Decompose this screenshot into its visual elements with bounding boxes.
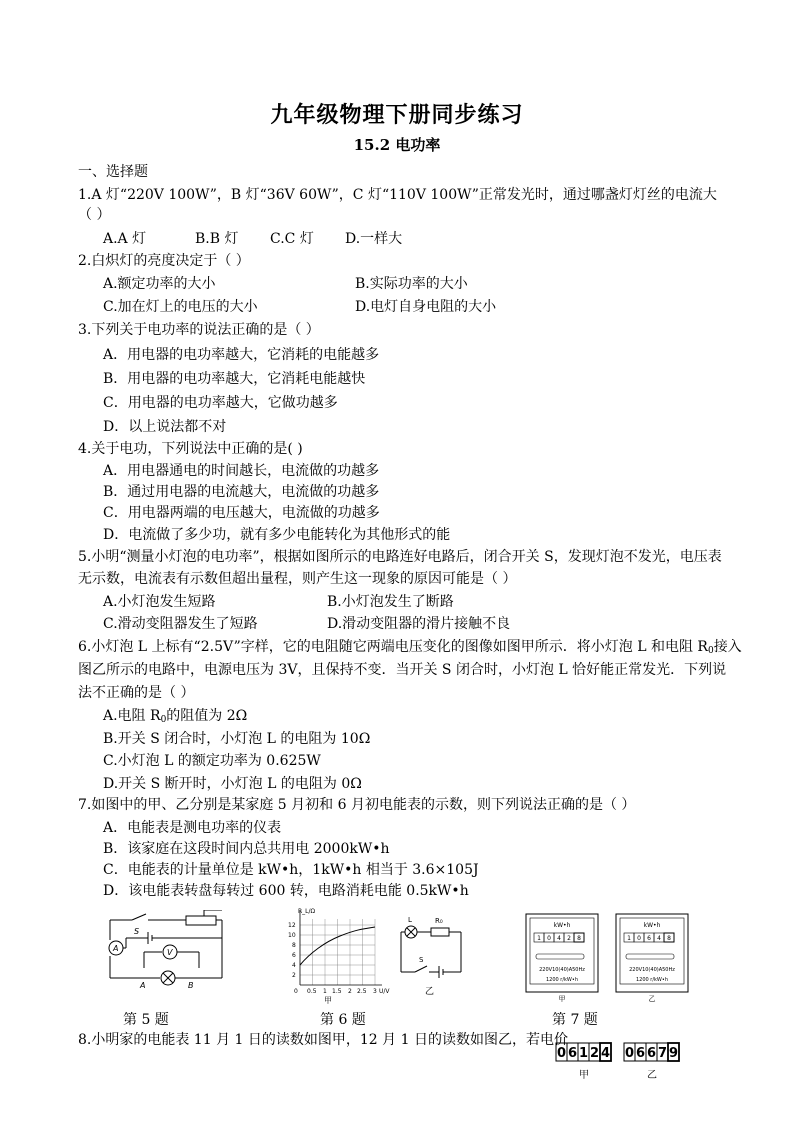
q7-option-c: C．电能表的计量单位是 kW•h，1kW•h 相当于 3.6×105J (103, 862, 479, 878)
q8-digit: 1 (578, 1046, 589, 1061)
fig7-meter-yi (614, 912, 690, 1004)
section-heading: 一、选择题 (78, 164, 148, 180)
q6-option-d: D.开关 S 断开时，小灯泡 L 的电阻为 0Ω (103, 776, 362, 792)
fig6-lamp-label: L (408, 916, 412, 924)
fig5-switch-label: S (134, 927, 140, 936)
q6-stem-cont: 图乙所示的电路中，电源电压为 3V，且保持不变．当开关 S 闭合时，小灯泡 L 恰好能正常发光．下列说 (78, 662, 727, 678)
q1-stem-cont: （ ） (78, 207, 111, 223)
fig7-digit: 1 (627, 935, 631, 942)
q6-stem: 6.小灯泡 L 上标有“2.5V”字样，它的电阻随它两端电压变化的图像如图甲所示．将小灯泡 L 和电阻 $R_0$接入 (78, 639, 742, 656)
q8-digit: 9 (668, 1046, 679, 1061)
q3-stem: 3.下列关于电功率的说法正确的是（ ） (78, 322, 320, 338)
fig7-rev: 1200 r/kW•h (635, 977, 669, 983)
q1-option-c: C.C 灯 (270, 231, 314, 247)
fig6-ytick: 6 (292, 952, 296, 959)
q6-option-b: B.开关 S 闭合时，小灯泡 L 的电阻为 10Ω (103, 731, 371, 747)
q2-option-d: D.电灯自身电阻的大小 (355, 299, 497, 315)
q8-digit: 6 (567, 1046, 578, 1061)
q2-stem: 2.白炽灯的亮度决定于（ ） (78, 253, 250, 269)
q8-digit: 7 (657, 1046, 668, 1061)
fig6-graph (280, 905, 390, 1005)
fig5-voltmeter-label: V (167, 948, 173, 957)
fig7-digit: 0 (637, 935, 641, 942)
fig7-digit: 4 (657, 935, 661, 942)
fig7-digit: 4 (557, 935, 561, 942)
fig5-circuit-diagram (104, 910, 229, 990)
fig5-ammeter-label: A (113, 944, 119, 953)
fig5-point-b: B (188, 981, 194, 990)
fig7-digit: 6 (647, 935, 651, 942)
q2-option-b: B.实际功率的大小 (355, 276, 468, 292)
fig6-caption: 第 6 题 (320, 1012, 366, 1028)
q8-stem: 8.小明家的电能表 11 月 1 日的读数如图甲，12 月 1 日的读数如图乙，若电价 (78, 1032, 568, 1048)
fig6-resistor-label: R₀ (435, 917, 443, 925)
q8-digit: 2 (589, 1046, 600, 1061)
fig6-xtick: 1.5 (332, 988, 342, 995)
fig6-xunit: U/V (379, 988, 390, 995)
fig6-ytick: 10 (288, 932, 296, 939)
fig7-caption: 第 7 题 (552, 1012, 598, 1028)
q6-option-a: A.电阻 $R_0$的阻值为 2Ω (103, 708, 248, 725)
q1-option-b: B.B 灯 (195, 231, 239, 247)
q1-option-d: D.一样大 (345, 231, 403, 247)
fig7-digit: 2 (567, 935, 571, 942)
fig6-ytick: 2 (292, 972, 296, 979)
fig7-meter-jia (524, 912, 600, 1004)
q4-stem: 4.关于电功，下列说法中正确的是( ) (78, 441, 303, 457)
q7-option-a: A．电能表是测电功率的仪表 (103, 820, 282, 836)
fig5-point-a: A (140, 981, 146, 990)
fig6-ylabel: R_L/Ω (298, 908, 316, 915)
fig7-digit: 1 (537, 935, 541, 942)
fig7-digit: 8 (667, 935, 671, 942)
page-subtitle: 15.2 电功率 (353, 136, 441, 154)
fig6-ytick: 8 (292, 942, 296, 949)
q2-option-c: C.加在灯上的电压的大小 (103, 299, 258, 315)
q4-option-d: D．电流做了多少功，就有多少电能转化为其他形式的能 (103, 527, 451, 543)
fig7-digit: 0 (547, 935, 551, 942)
fig6-switch-label: S (419, 956, 424, 964)
q3-option-c: C．用电器的电功率越大，它做功越多 (103, 395, 338, 411)
fig8-meter-readings (554, 1040, 689, 1082)
q6-option-c: C.小灯泡 L 的额定功率为 0.625W (103, 753, 321, 769)
page-title: 九年级物理下册同步练习 (270, 102, 524, 128)
q4-option-a: A．用电器通电的时间越长，电流做的功越多 (103, 463, 380, 479)
fig7-spec: 220V10(40)A50Hz (539, 967, 585, 973)
q5-option-c: C.滑动变阻器发生了短路 (103, 616, 258, 632)
fig6-ytick: 12 (288, 922, 296, 929)
q7-stem: 7.如图中的甲、乙分别是某家庭 5 月初和 6 月初电能表的示数，则下列说法正确的是（ ） (78, 797, 636, 813)
q8-digit: 6 (646, 1046, 657, 1061)
q5-stem-cont: 无示数，电流表有示数但超出量程，则产生这一现象的原因可能是（ ） (78, 571, 517, 587)
fig6-xtick: 2 (348, 988, 352, 995)
fig6-xtick: 0 (294, 988, 298, 995)
q3-option-a: A．用电器的电功率越大，它消耗的电能越多 (103, 347, 380, 363)
fig7-unit: kW•h (553, 922, 571, 929)
q6-stem-cont2: 法不正确的是（ ） (78, 685, 195, 701)
q7-option-b: B．该家庭在这段时间内总共用电 2000kW•h (103, 841, 390, 857)
q1-stem: 1.A 灯“220V 100W”，B 灯“36V 60W”，C 灯“110V 100W”正常发光时，通过哪盏灯灯丝的电流大 (78, 187, 717, 203)
q8-digit: 0 (556, 1046, 567, 1061)
fig7-digit: 8 (577, 935, 581, 942)
q8-digit: 6 (635, 1046, 646, 1061)
q1-option-a: A.A 灯 (103, 231, 147, 247)
q5-option-b: B.小灯泡发生了断路 (327, 594, 454, 610)
q8-jia-label: 甲 (579, 1070, 589, 1081)
fig7-spec: 220V10(40)A50Hz (629, 967, 675, 973)
q5-option-d: D.滑动变阻器的滑片接触不良 (327, 616, 511, 632)
q7-option-d: D．该电能表转盘每转过 600 转，电路消耗电能 0.5kW•h (103, 883, 469, 899)
fig6-xtick: 0.5 (307, 988, 317, 995)
q4-option-b: B．通过用电器的电流越大，电流做的功越多 (103, 484, 380, 500)
q4-option-c: C．用电器两端的电压越大，电流做的功越多 (103, 505, 380, 521)
fig7-unit: kW•h (643, 922, 661, 929)
fig6-xtick: 3 (373, 988, 377, 995)
fig6-circuit-diagram (395, 912, 470, 997)
fig6-xtick: 1 (323, 988, 327, 995)
fig6-ytick: 4 (292, 962, 296, 969)
q3-option-d: D．以上说法都不对 (103, 419, 227, 435)
fig6-yi-label: 乙 (425, 987, 435, 997)
fig7-yi-label: 乙 (648, 995, 656, 1003)
q8-digit: 4 (600, 1046, 611, 1061)
fig7-rev: 1200 r/kW•h (545, 977, 579, 983)
q5-option-a: A.小灯泡发生短路 (103, 594, 216, 610)
fig5-caption: 第 5 题 (123, 1012, 169, 1028)
fig7-jia-label: 甲 (558, 995, 566, 1003)
fig6-xtick: 2.5 (357, 988, 367, 995)
fig6-jia-label: 甲 (324, 996, 332, 1005)
q5-stem: 5.小明“测量小灯泡的电功率”，根据如图所示的电路连好电路后，闭合开关 S，发现灯泡不发光，电压表 (78, 549, 722, 565)
q2-option-a: A.额定功率的大小 (103, 276, 216, 292)
q8-digit: 0 (624, 1046, 635, 1061)
q3-option-b: B．用电器的电功率越大，它消耗电能越快 (103, 371, 366, 387)
q8-yi-label: 乙 (647, 1070, 657, 1081)
